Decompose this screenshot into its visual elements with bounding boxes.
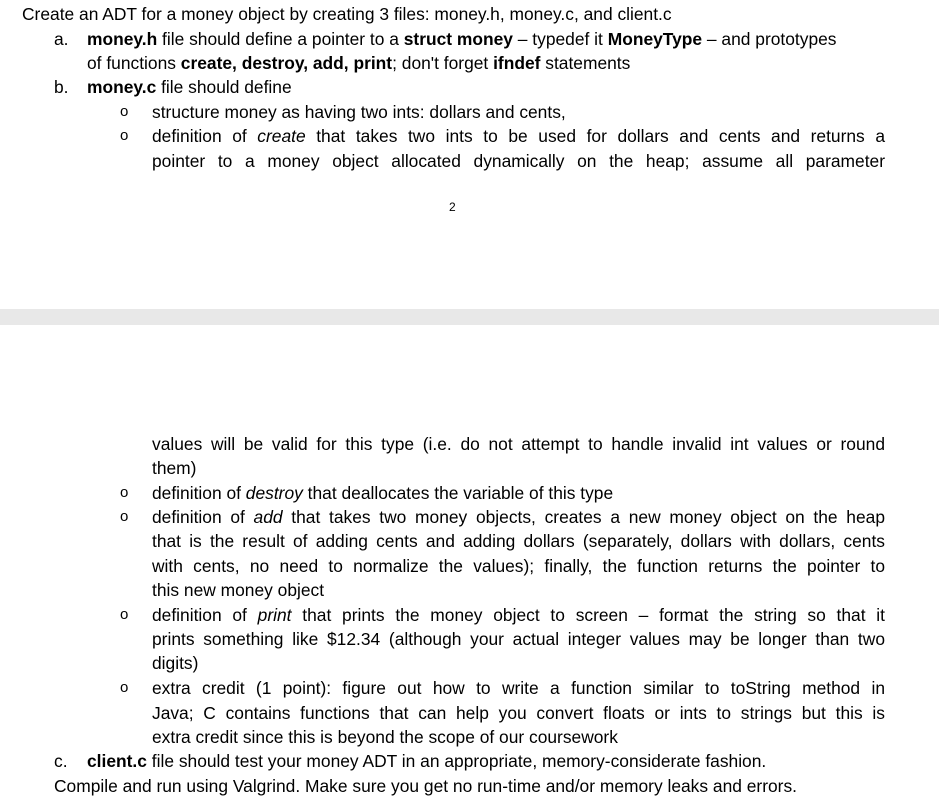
- bullet-add-line-4: this new money object: [152, 580, 325, 600]
- bullet-icon: o: [120, 679, 129, 696]
- item-a-line-2: of functions create, destroy, add, print; don't forget ifndef statements: [87, 53, 631, 73]
- item-c-line-1: client.c file should test your money ADT in an appropriate, memory-considerate fashion.: [87, 751, 767, 771]
- page-break: [0, 309, 939, 325]
- bullet-destroy: definition of destroy that deallocates the variable of this type: [152, 483, 614, 503]
- continuation-line-1: values will be valid for this type (i.e. do not attempt to handle invalid int values or round: [152, 434, 885, 454]
- item-a-line-1: money.h file should define a pointer to a struct money – typedef it MoneyType – and prototypes: [87, 29, 837, 49]
- continuation-line-2: them): [152, 458, 197, 478]
- item-b-marker: b.: [54, 77, 69, 97]
- bullet-icon: o: [120, 508, 129, 525]
- bullet-extra-line-1: extra credit (1 point): figure out how to write a function similar to toString method in: [152, 678, 885, 698]
- bullet-extra-line-3: extra credit since this is beyond the scope of our coursework: [152, 727, 618, 747]
- bullet-print-line-2: prints something like $12.34 (although your actual integer values may be longer than two: [152, 629, 885, 649]
- bullet-add-line-3: with cents, no need to normalize the values); finally, the function returns the pointer to: [152, 556, 885, 576]
- bullet-icon: o: [120, 606, 129, 623]
- bullet-print-line-3: digits): [152, 653, 199, 673]
- bullet-icon: o: [120, 103, 129, 120]
- bullet-create-line-2: pointer to a money object allocated dynamically on the heap; assume all parameter: [152, 151, 885, 171]
- bullet-create-line-1: definition of create that takes two ints to be used for dollars and cents and returns a: [152, 126, 885, 146]
- closing-line: Compile and run using Valgrind. Make sure you get no run-time and/or memory leaks and errors.: [54, 776, 797, 796]
- item-b-line-1: money.c file should define: [87, 77, 292, 97]
- page-number: 2: [449, 200, 456, 214]
- bullet-add-line-2: that is the result of adding cents and adding dollars (separately, dollars with dollars, cents: [152, 531, 885, 551]
- bullet-icon: o: [120, 127, 129, 144]
- bullet-add-line-1: definition of add that takes two money objects, creates a new money object on the heap: [152, 507, 885, 527]
- bullet-extra-line-2: Java; C contains functions that can help you convert floats or ints to strings but this is: [152, 703, 885, 723]
- item-a-marker: a.: [54, 29, 69, 49]
- bullet-icon: o: [120, 484, 129, 501]
- item-c-marker: c.: [54, 751, 68, 771]
- bullet-print-line-1: definition of print that prints the money object to screen – format the string so that it: [152, 605, 885, 625]
- intro-line: Create an ADT for a money object by creating 3 files: money.h, money.c, and client.c: [22, 4, 672, 24]
- bullet-structure: structure money as having two ints: dollars and cents,: [152, 102, 566, 122]
